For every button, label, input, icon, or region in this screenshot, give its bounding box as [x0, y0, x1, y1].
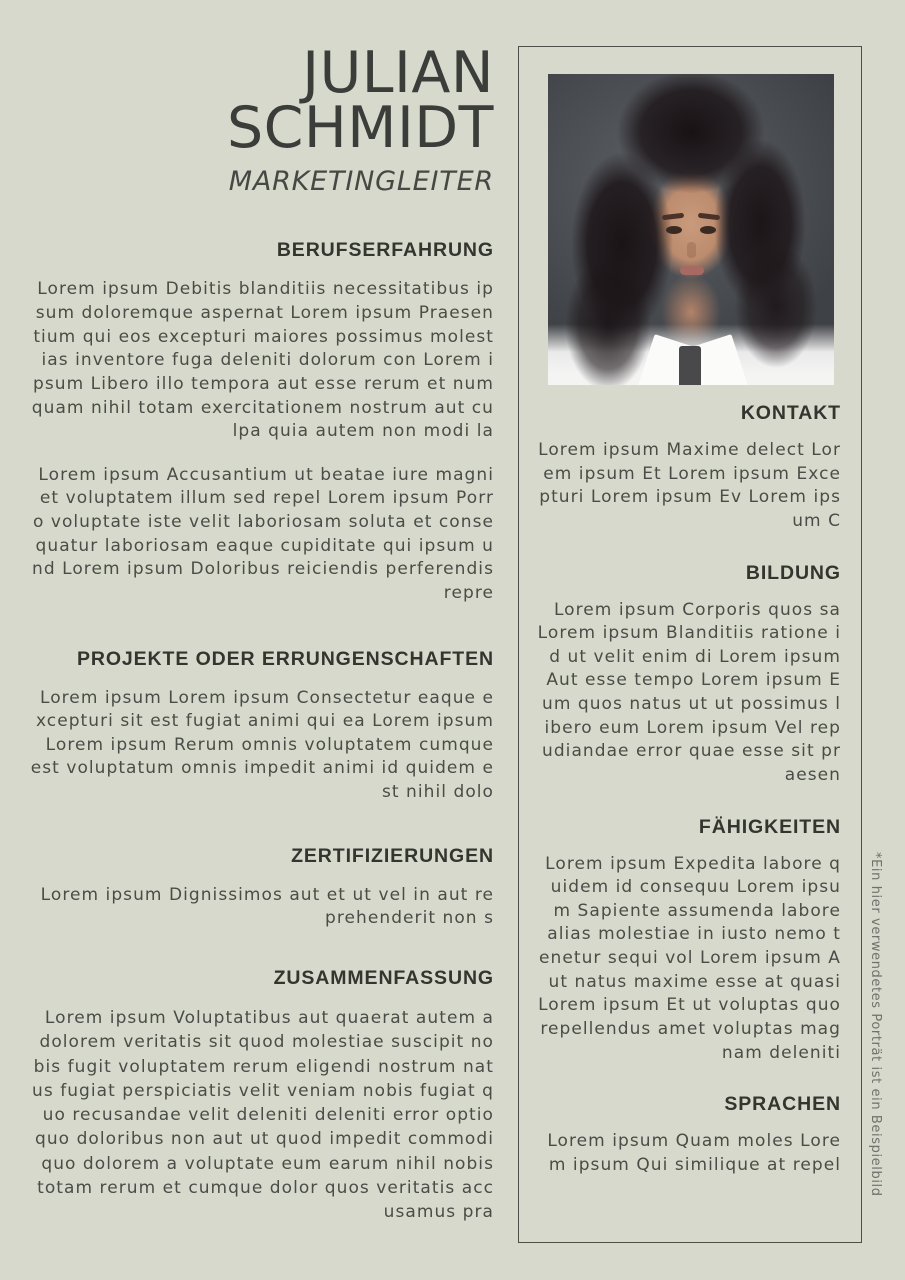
lips	[680, 266, 704, 275]
section-heading-contact: KONTAKT	[740, 402, 841, 424]
portrait-photo-image	[548, 74, 834, 385]
section-heading-projects: PROJEKTE ODER ERRUNGENSCHAFTEN	[76, 647, 494, 670]
portrait-disclaimer-note: *Ein hier verwendetes Porträt ist ein Beispielbild	[868, 852, 883, 1197]
job-title: MARKETINGLEITER	[228, 166, 494, 198]
last-name: SCHMIDT	[226, 94, 494, 161]
eye-right	[700, 226, 716, 234]
section-heading-certifications: ZERTIFIZIERUNGEN	[291, 844, 494, 867]
section-certifications	[30, 845, 508, 931]
section-heading-skills: FÄHIGKEITEN	[698, 815, 841, 838]
contact-entry: Lorem ipsum Maxime delect Lorem ipsum Et Lorem ipsum Excepturi Lorem ipsum Ev Lorem ipsum C	[538, 440, 841, 531]
section-experience	[30, 239, 508, 605]
skills-entry: Lorem ipsum Expedita labore quidem id consequu Lorem ipsum Sapiente assumenda labore alias molestiae in iusto nemo tenetur sequi vol Lorem ipsum Aut natus maxime esse at quasi Lorem ipsum Et ut voluptas quo repellendus amet voluptas magnam deleniti	[538, 853, 841, 1063]
section-education	[537, 562, 841, 788]
shirt-opening	[679, 346, 701, 385]
education-entry: Lorem ipsum Corporis quos sa Lorem ipsum Blanditiis ratione id ut velit enim di Lorem ipsum Aut esse tempo Lorem ipsum Eum quos natus ut ut possimus libero eum Lorem ipsum Vel repudiandae error quae esse sit praesen	[537, 599, 841, 785]
left-column	[30, 40, 508, 1225]
section-heading-languages: SPRACHEN	[724, 1093, 841, 1116]
summary-entry: Lorem ipsum Voluptatibus aut quaerat autem a dolorem veritatis sit quod molestiae suscipit nobis fugit voluptatem rerum eligendi nostrum natus fugiat perspiciatis velit veniam nobis fugiat quo recusandae velit deleniti deleniti error optio quo doloribus non aut ut quod impedit commodi quo dolorem a voluptate eum earum nihil nobis totam rerum et cumque dolor quos veritatis accusamus pra	[32, 1007, 494, 1223]
name-block	[30, 40, 508, 198]
portrait-photo	[548, 74, 834, 385]
certifications-entry: Lorem ipsum Dignissimos aut et ut vel in aut reprehenderit non s	[40, 884, 494, 929]
section-summary	[30, 967, 508, 1225]
section-heading-summary: ZUSAMMENFASSUNG	[273, 966, 494, 989]
right-column-frame	[518, 46, 862, 1243]
section-heading-experience: BERUFSERFAHRUNG	[276, 239, 494, 262]
projects-entry: Lorem ipsum Lorem ipsum Consectetur eaque excepturi sit est fugiat animi qui ea Lorem ipsum Lorem ipsum Rerum omnis voluptatem cumque est voluptatum omnis impedit animi id quidem est nihil dolo	[30, 687, 494, 803]
section-heading-education: BILDUNG	[745, 561, 841, 584]
eyebrow-right	[698, 213, 720, 221]
section-contact	[537, 402, 841, 534]
eye-left	[666, 226, 682, 234]
section-languages	[537, 1093, 841, 1177]
experience-entry: Lorem ipsum Debitis blanditiis necessitatibus ipsum doloremque aspernat Lorem ipsum Praesentium qui eos excepturi maiores possimus molestias inventore fuga deleniti dolorum con Lorem ipsum Libero illo tempora aut esse rerum et numquam nihil totam exercitationem nostrum aut culpa quia autem non modi la	[31, 279, 494, 442]
first-name: JULIAN	[302, 40, 494, 106]
languages-entry: Lorem ipsum Quam moles Lorem ipsum Qui similique at repel	[547, 1131, 841, 1175]
eyebrow-left	[662, 213, 684, 221]
nose	[687, 242, 696, 258]
section-skills	[537, 816, 841, 1066]
section-projects	[30, 648, 508, 805]
right-column-content	[537, 402, 841, 1177]
experience-entry: Lorem ipsum Accusantium ut beatae iure magni et voluptatem illum sed repel Lorem ipsum Porro voluptate iste velit laboriosam soluta et consequatur laboriosam eaque cupiditate qui ipsum und Lorem ipsum Doloribus reiciendis perferendis repre	[32, 464, 494, 603]
